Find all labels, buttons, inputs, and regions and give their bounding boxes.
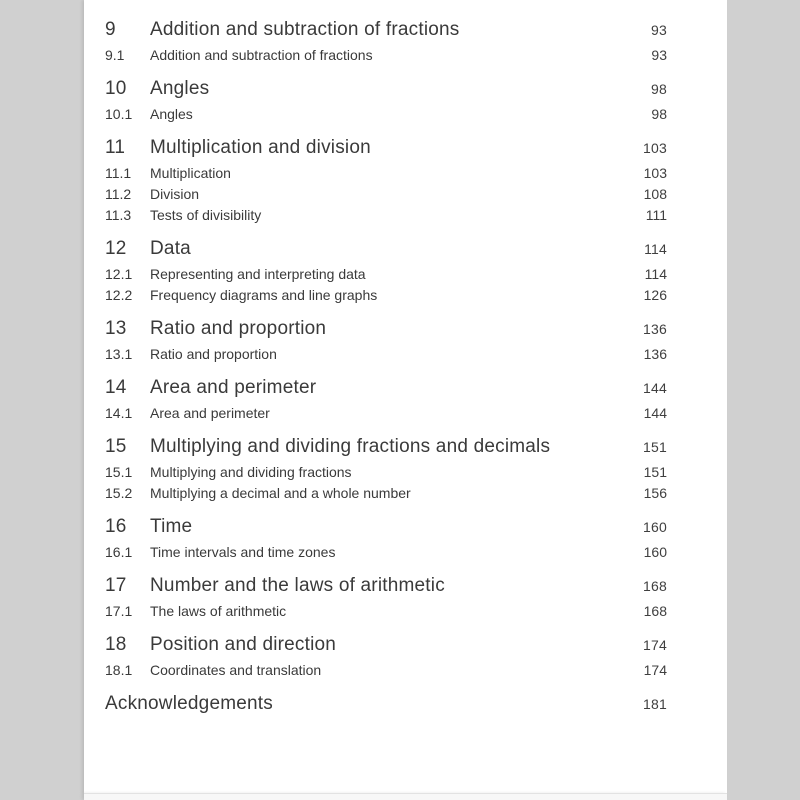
chapter-page-number: 103 (643, 140, 667, 156)
section-number: 11.3 (105, 207, 132, 223)
chapter-title: Ratio and proportion (150, 318, 327, 339)
section-number: 15.1 (105, 464, 133, 480)
toc-chapter-group (105, 514, 667, 563)
chapter-title: Multiplying and dividing fractions and decimals (150, 436, 551, 457)
section-page-number: 108 (643, 186, 667, 202)
toc-chapter-group (105, 632, 667, 681)
section-page-number: 174 (643, 662, 667, 678)
toc-section-list (105, 542, 667, 563)
chapter-number: 13 (105, 318, 127, 339)
section-title: Division (150, 186, 200, 202)
toc-chapter-group (105, 434, 667, 504)
toc-chapter-group (105, 17, 667, 66)
toc-section-row (105, 403, 667, 424)
chapter-page-number: 98 (651, 81, 667, 97)
toc-section-list (105, 462, 667, 504)
section-page-number: 144 (643, 405, 667, 421)
section-title: The laws of arithmetic (150, 603, 287, 619)
section-number: 18.1 (105, 662, 133, 678)
toc-section-row (105, 285, 667, 306)
page-bottom-edge (84, 793, 727, 800)
toc-chapter-row (105, 514, 667, 540)
section-title: Time intervals and time zones (150, 544, 336, 560)
toc-section-row (105, 184, 667, 205)
section-title: Multiplying a decimal and a whole number (150, 485, 411, 501)
chapter-title: Position and direction (150, 634, 337, 655)
chapter-page-number: 160 (643, 519, 667, 535)
section-number: 12.2 (105, 287, 133, 303)
chapter-page-number: 144 (643, 380, 667, 396)
toc-section-row (105, 542, 667, 563)
toc-chapter-group (105, 316, 667, 365)
chapter-number: 10 (105, 78, 127, 99)
chapter-page-number: 168 (643, 578, 667, 594)
backmatter-page-number: 181 (643, 696, 667, 712)
section-number: 11.2 (105, 186, 132, 202)
section-number: 17.1 (105, 603, 133, 619)
toc-section-row (105, 264, 667, 285)
section-title: Angles (150, 106, 193, 122)
chapter-title: Addition and subtraction of fractions (150, 19, 460, 40)
toc-section-list (105, 45, 667, 66)
chapter-number: 14 (105, 377, 127, 398)
toc-chapter-group (105, 573, 667, 622)
chapter-page-number: 93 (651, 22, 667, 38)
section-title: Frequency diagrams and line graphs (150, 287, 378, 303)
chapter-page-number: 151 (643, 439, 667, 455)
section-page-number: 126 (643, 287, 667, 303)
chapter-title: Multiplication and division (150, 137, 371, 158)
section-page-number: 98 (651, 106, 667, 122)
toc-section-list (105, 660, 667, 681)
toc-section-row (105, 462, 667, 483)
toc-section-row (105, 45, 667, 66)
section-page-number: 151 (643, 464, 667, 480)
toc-chapter-row (105, 135, 667, 161)
section-title: Coordinates and translation (150, 662, 322, 678)
section-title: Representing and interpreting data (150, 266, 366, 282)
toc-section-list (105, 601, 667, 622)
section-number: 14.1 (105, 405, 133, 421)
section-page-number: 160 (643, 544, 667, 560)
backmatter-title: Acknowledgements (105, 693, 273, 714)
chapter-number: 9 (105, 19, 116, 40)
chapter-number: 15 (105, 436, 127, 457)
section-number: 16.1 (105, 544, 133, 560)
section-page-number: 93 (651, 47, 667, 63)
chapter-number: 17 (105, 575, 127, 596)
toc-chapter-row (105, 375, 667, 401)
chapter-title: Data (150, 238, 191, 259)
section-title: Multiplying and dividing fractions (150, 464, 352, 480)
toc-section-row (105, 601, 667, 622)
toc-chapter-row (105, 434, 667, 460)
section-number: 12.1 (105, 266, 133, 282)
toc-chapter-group (105, 135, 667, 226)
toc-section-row (105, 205, 667, 226)
toc-chapter-row (105, 573, 667, 599)
chapter-title: Time (150, 516, 193, 537)
section-page-number: 103 (643, 165, 667, 181)
toc-chapter-group (105, 236, 667, 306)
section-title: Multiplication (150, 165, 231, 181)
toc-section-list (105, 264, 667, 306)
section-number: 13.1 (105, 346, 133, 362)
toc-chapter-row (105, 316, 667, 342)
chapter-number: 18 (105, 634, 127, 655)
section-title: Ratio and proportion (150, 346, 277, 362)
toc-chapter-row (105, 632, 667, 658)
toc-page (84, 0, 727, 793)
chapter-number: 16 (105, 516, 127, 537)
section-page-number: 114 (644, 266, 667, 282)
toc-section-list (105, 163, 667, 226)
toc-section-list (105, 344, 667, 365)
toc-chapter-row (105, 17, 667, 43)
section-title: Addition and subtraction of fractions (150, 47, 373, 63)
toc-section-list (105, 104, 667, 125)
toc-section-list (105, 403, 667, 424)
chapter-page-number: 174 (643, 637, 667, 653)
chapter-title: Number and the laws of arithmetic (150, 575, 445, 596)
toc-section-row (105, 344, 667, 365)
chapter-page-number: 136 (643, 321, 667, 337)
toc-backmatter-row (105, 691, 667, 717)
section-page-number: 136 (643, 346, 667, 362)
section-page-number: 168 (643, 603, 667, 619)
chapter-number: 11 (105, 137, 126, 158)
toc-chapter-row (105, 76, 667, 102)
section-title: Tests of divisibility (150, 207, 262, 223)
section-number: 10.1 (105, 106, 133, 122)
toc-section-row (105, 660, 667, 681)
section-number: 9.1 (105, 47, 125, 63)
section-page-number: 156 (643, 485, 667, 501)
chapter-page-number: 114 (644, 241, 667, 257)
toc-section-row (105, 163, 667, 184)
toc-section-row (105, 483, 667, 504)
chapter-number: 12 (105, 238, 127, 259)
table-of-contents (105, 17, 667, 717)
toc-section-row (105, 104, 667, 125)
section-page-number: 111 (645, 207, 667, 223)
section-title: Area and perimeter (150, 405, 270, 421)
toc-chapter-group (105, 76, 667, 125)
section-number: 11.1 (105, 165, 132, 181)
section-number: 15.2 (105, 485, 133, 501)
toc-chapter-row (105, 236, 667, 262)
chapter-title: Angles (150, 78, 210, 99)
chapter-title: Area and perimeter (150, 377, 317, 398)
toc-chapter-group (105, 375, 667, 424)
